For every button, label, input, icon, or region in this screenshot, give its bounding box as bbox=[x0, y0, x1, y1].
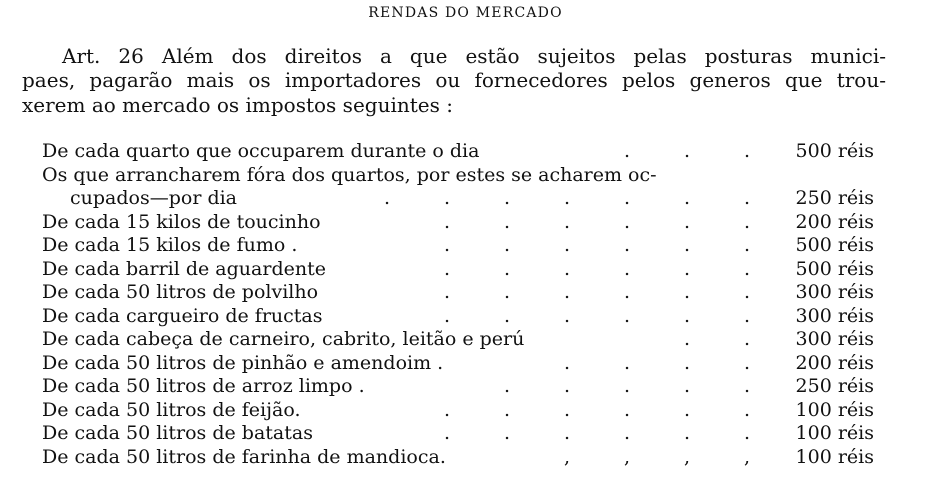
leader-dot: . bbox=[683, 375, 691, 397]
leader-dot: . bbox=[623, 375, 631, 397]
tariff-amount: 300 réis bbox=[795, 328, 874, 350]
leader-dot: . bbox=[743, 187, 751, 209]
tariff-row bbox=[42, 328, 882, 352]
tariff-item-description: De cada quarto que occuparem durante o dia bbox=[42, 140, 480, 162]
tariff-row bbox=[42, 281, 882, 305]
tariff-item-description: De cada 15 kilos de toucinho bbox=[42, 210, 321, 233]
leader-dots bbox=[42, 305, 762, 329]
tariff-row bbox=[42, 399, 882, 423]
leader-dot: . bbox=[623, 187, 631, 209]
leader-dot: . bbox=[623, 422, 631, 444]
tariff-amount: 200 réis bbox=[795, 351, 874, 374]
leader-dots bbox=[42, 140, 762, 164]
tariff-row bbox=[42, 305, 882, 329]
tariff-amount: 300 réis bbox=[795, 281, 874, 303]
leader-dot: . bbox=[743, 234, 751, 256]
tariff-amount: 100 réis bbox=[795, 422, 874, 444]
tariff-row bbox=[42, 140, 882, 164]
leader-dots bbox=[42, 234, 762, 258]
tariff-amount: 100 réis bbox=[795, 398, 874, 421]
leader-dot: . bbox=[443, 234, 451, 256]
tariff-item-description: De cada 15 kilos de fumo . bbox=[42, 234, 298, 256]
leader-dot: . bbox=[743, 281, 751, 303]
tariff-table bbox=[42, 140, 882, 469]
paragraph-line: paes, pagarão mais os importadores ou fornecedores pelos generos que trou- bbox=[22, 68, 886, 92]
tariff-row bbox=[42, 187, 882, 211]
leader-dots bbox=[42, 446, 762, 470]
tariff-item-description: De cada barril de aguardente bbox=[42, 257, 326, 280]
leader-dot: . bbox=[563, 234, 571, 256]
tariff-row bbox=[42, 234, 882, 258]
leader-dot: . bbox=[443, 281, 451, 303]
leader-dot: . bbox=[743, 422, 751, 444]
leader-dot: . bbox=[683, 304, 691, 327]
tariff-row bbox=[42, 446, 882, 470]
section-heading: RENDAS DO MERCADO bbox=[368, 5, 563, 21]
leader-dot: . bbox=[623, 257, 631, 280]
leader-dot: . bbox=[503, 210, 511, 233]
leader-dot: . bbox=[683, 210, 691, 233]
leader-dots bbox=[42, 211, 762, 235]
tariff-amount: 500 réis bbox=[795, 140, 874, 162]
tariff-amount: 250 réis bbox=[795, 187, 874, 209]
leader-dots bbox=[42, 187, 762, 211]
tariff-item-description: De cada 50 litros de polvilho bbox=[42, 281, 319, 303]
leader-dot: . bbox=[443, 257, 451, 280]
leader-dot: . bbox=[623, 281, 631, 303]
tariff-item-description: cupados—por dia bbox=[70, 187, 238, 209]
leader-dot: . bbox=[383, 187, 391, 209]
tariff-item-description: De cada cabeça de carneiro, cabrito, leitão e perú bbox=[42, 328, 525, 350]
leader-dot: . bbox=[503, 187, 511, 209]
leader-dot: . bbox=[503, 375, 511, 397]
leader-dot: . bbox=[623, 234, 631, 256]
leader-dot: . bbox=[563, 304, 571, 327]
leader-dot: . bbox=[443, 398, 451, 421]
leader-dot: . bbox=[563, 422, 571, 444]
leader-dot: . bbox=[743, 210, 751, 233]
leader-dot: . bbox=[503, 422, 511, 444]
leader-dot: . bbox=[683, 351, 691, 374]
tariff-row bbox=[42, 375, 882, 399]
leader-dot: . bbox=[623, 398, 631, 421]
tariff-amount: 500 réis bbox=[795, 234, 874, 256]
leader-dot: , bbox=[563, 445, 571, 468]
leader-dot: . bbox=[743, 304, 751, 327]
leader-dot: . bbox=[503, 398, 511, 421]
leader-dot: . bbox=[683, 140, 691, 162]
tariff-item-description: De cada 50 litros de pinhão e amendoim . bbox=[42, 351, 444, 374]
tariff-row bbox=[42, 211, 882, 235]
leader-dot: . bbox=[563, 257, 571, 280]
leader-dot: . bbox=[443, 422, 451, 444]
leader-dot: . bbox=[683, 398, 691, 421]
tariff-item-description: De cada 50 litros de batatas bbox=[42, 422, 313, 444]
leader-dot: . bbox=[683, 422, 691, 444]
tariff-row bbox=[42, 352, 882, 376]
leader-dot: . bbox=[683, 234, 691, 256]
leader-dot: . bbox=[623, 351, 631, 374]
leader-dot: . bbox=[443, 210, 451, 233]
tariff-amount: 200 réis bbox=[795, 210, 874, 233]
leader-dots bbox=[42, 422, 762, 446]
tariff-row bbox=[42, 164, 882, 188]
tariff-amount: 100 réis bbox=[795, 445, 874, 468]
leader-dot: . bbox=[743, 328, 751, 350]
leader-dot: . bbox=[743, 140, 751, 162]
leader-dot: . bbox=[563, 398, 571, 421]
tariff-item-description: De cada 50 litros de feijão. bbox=[42, 398, 301, 421]
leader-dot: , bbox=[623, 445, 631, 468]
leader-dots bbox=[42, 375, 762, 399]
tariff-amount: 500 réis bbox=[795, 257, 874, 280]
tariff-row bbox=[42, 258, 882, 282]
leader-dot: . bbox=[623, 140, 631, 162]
leader-dot: . bbox=[503, 304, 511, 327]
tariff-item-description: De cada 50 litros de farinha de mandioca. bbox=[42, 445, 446, 468]
leader-dot: . bbox=[443, 304, 451, 327]
leader-dot: . bbox=[743, 351, 751, 374]
leader-dot: . bbox=[563, 375, 571, 397]
leader-dot: . bbox=[683, 257, 691, 280]
leader-dot: . bbox=[683, 281, 691, 303]
tariff-item-description: De cada 50 litros de arroz limpo . bbox=[42, 375, 365, 397]
tariff-item-description: Os que arrancharem fóra dos quartos, por estes se acharem oc- bbox=[42, 163, 657, 186]
tariff-amount: 250 réis bbox=[795, 375, 874, 397]
paragraph-line: xerem ao mercado os impostos seguintes : bbox=[22, 93, 453, 117]
leader-dot: . bbox=[743, 257, 751, 280]
leader-dot: . bbox=[563, 351, 571, 374]
tariff-item-description: De cada cargueiro de fructas bbox=[42, 304, 323, 327]
leader-dots bbox=[42, 281, 762, 305]
leader-dot: . bbox=[563, 281, 571, 303]
leader-dots bbox=[42, 399, 762, 423]
leader-dot: . bbox=[503, 281, 511, 303]
leader-dot: . bbox=[503, 257, 511, 280]
leader-dot: , bbox=[683, 445, 691, 468]
leader-dot: . bbox=[683, 328, 691, 350]
paragraph-line: Art. 26 Além dos direitos a que estão sujeitos pelas posturas munici- bbox=[62, 44, 886, 68]
tariff-row bbox=[42, 422, 882, 446]
leader-dot: . bbox=[683, 187, 691, 209]
leader-dot: . bbox=[743, 398, 751, 421]
leader-dot: . bbox=[623, 304, 631, 327]
leader-dot: . bbox=[443, 187, 451, 209]
leader-dots bbox=[42, 328, 762, 352]
leader-dots bbox=[42, 258, 762, 282]
leader-dot: . bbox=[563, 187, 571, 209]
leader-dot: . bbox=[623, 210, 631, 233]
leader-dot: . bbox=[563, 210, 571, 233]
leader-dot: . bbox=[743, 375, 751, 397]
leader-dots bbox=[42, 352, 762, 376]
leader-dot: . bbox=[503, 234, 511, 256]
tariff-amount: 300 réis bbox=[795, 304, 874, 327]
leader-dot: , bbox=[743, 445, 751, 468]
